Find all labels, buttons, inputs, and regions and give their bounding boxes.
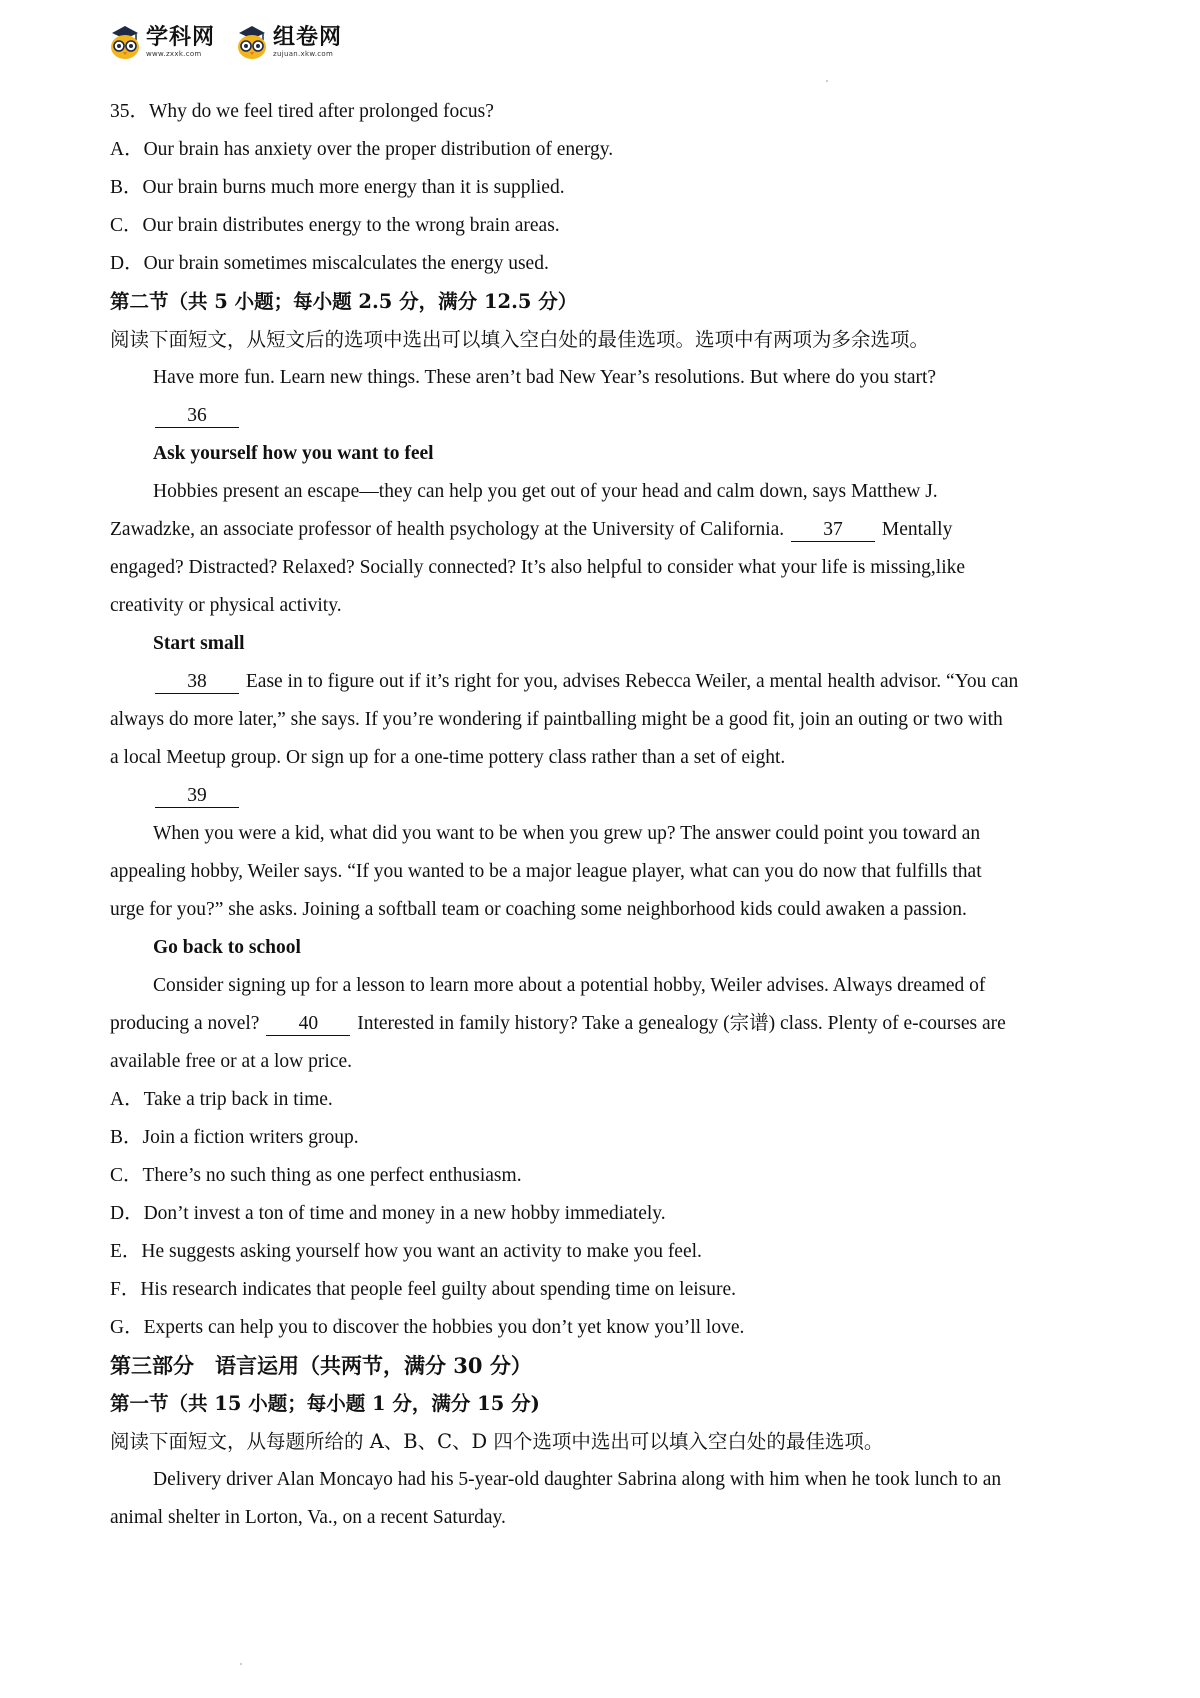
para-1-line-2 (110, 511, 1100, 549)
s2-option-d: D．Don’t invest a ton of time and money in a new hobby immediately. (110, 1203, 666, 1224)
zxxk-logo-url: www.zxxk.com (146, 49, 202, 58)
part-3-para-line-2: animal shelter in Lorton, Va., on a recent Saturday. (110, 1507, 506, 1528)
blank-36-line (110, 397, 1100, 435)
zujuan-logo-name: 组卷网 (273, 24, 343, 50)
zujuan-logo (235, 24, 342, 60)
s2-option-b: B．Join a fiction writers group. (110, 1127, 359, 1148)
document-body (110, 93, 1100, 1537)
passage-heading-2: Start small (153, 633, 245, 654)
blank-36: 36 (155, 405, 239, 428)
para-4-line-3: available free or at a low price. (110, 1051, 352, 1072)
blank-40: 40 (266, 1013, 350, 1036)
part-3-heading: 第三部分 语言运用（共两节，满分 30 分） (110, 1353, 532, 1378)
para-2-line-2: always do more later,” she says. If you’re wondering if paintballing might be a good fit, join an outing or two with (110, 709, 1003, 730)
part-3-para-line-1: Delivery driver Alan Moncayo had his 5-year-old daughter Sabrina along with him when he took lunch to an (153, 1469, 1002, 1490)
q35-option-a: A．Our brain has anxiety over the proper distribution of energy. (110, 139, 614, 160)
para-1-line-1: Hobbies present an escape—they can help you get out of your head and calm down, says Matthew J. (153, 481, 938, 502)
s2-option-e: E．He suggests asking yourself how you want an activity to make you feel. (110, 1241, 702, 1262)
blank-39: 39 (155, 785, 239, 808)
section-2-instruction: 阅读下面短文，从短文后的选项中选出可以填入空白处的最佳选项。选项中有两项为多余选项。 (110, 328, 930, 351)
para-3-line-2: appealing hobby, Weiler says. “If you wanted to be a major league player, what can you do now that fulfills that (110, 861, 982, 882)
passage-intro: Have more fun. Learn new things. These aren’t bad New Year’s resolutions. But where do you start? (153, 367, 937, 388)
section-2-heading: 第二节（共 5 小题；每小题 2.5 分，满分 12.5 分） (110, 290, 578, 313)
para-3-line-3: urge for you?” she asks. Joining a softball team or coaching some neighborhood kids could awaken a passion. (110, 899, 967, 920)
para-2-line-3: a local Meetup group. Or sign up for a one-time pottery class rather than a set of eight. (110, 747, 786, 768)
para-2-line-1-text: Ease in to figure out if it’s right for you, advises Rebecca Weiler, a mental health advisor. “You can (245, 671, 1019, 692)
para-4-line-2-text: producing a novel? (110, 1013, 260, 1034)
passage-heading-3: Go back to school (153, 937, 301, 958)
owl-mascot-icon (108, 24, 142, 60)
zxxk-logo-name: 学科网 (146, 24, 216, 50)
para-3-line-1: When you were a kid, what did you want to be when you grew up? The answer could point you toward an (153, 823, 981, 844)
para-1-line-4: creativity or physical activity. (110, 595, 342, 616)
header-logos (108, 20, 342, 64)
part-3-sub-heading: 第一节（共 15 小题；每小题 1 分，满分 15 分) (110, 1392, 540, 1415)
blank-39-line (110, 777, 1100, 815)
para-1-line-3: engaged? Distracted? Relaxed? Socially connected? It’s also helpful to consider what your life is missing,like (110, 557, 966, 578)
blank-37: 37 (791, 519, 875, 542)
para-1-line-2-text: Zawadzke, an associate professor of health psychology at the University of California. (110, 519, 785, 540)
passage-heading-1: Ask yourself how you want to feel (153, 443, 434, 464)
q35-option-d: D．Our brain sometimes miscalculates the energy used. (110, 253, 549, 274)
s2-option-c: C．There’s no such thing as one perfect enthusiasm. (110, 1165, 522, 1186)
part-3-instruction: 阅读下面短文，从每题所给的 A、B、C、D 四个选项中选出可以填入空白处的最佳选项。 (110, 1430, 884, 1453)
para-4-line-2-rest: Interested in family history? Take a genealogy (宗谱) class. Plenty of e-courses are (357, 1013, 1006, 1034)
blank-38: 38 (155, 671, 239, 694)
para-2-line-1 (110, 663, 1100, 701)
q35-option-c: C．Our brain distributes energy to the wrong brain areas. (110, 215, 560, 236)
para-1-line-2-rest: Mentally (881, 519, 953, 540)
s2-option-a: A．Take a trip back in time. (110, 1089, 333, 1110)
s2-option-g: G．Experts can help you to discover the hobbies you don’t yet know you’ll love. (110, 1317, 745, 1338)
zujuan-logo-url: zujuan.xkw.com (273, 49, 334, 58)
scan-speck (826, 80, 828, 82)
para-4-line-2 (110, 1005, 1100, 1043)
s2-option-f: F．His research indicates that people feel guilty about spending time on leisure. (110, 1279, 736, 1300)
para-4-line-1: Consider signing up for a lesson to learn more about a potential hobby, Weiler advises. Always dreamed of (153, 975, 986, 996)
owl-mascot-icon (235, 24, 269, 60)
q35-option-b: B．Our brain burns much more energy than it is supplied. (110, 177, 565, 198)
question-35-stem: 35．Why do we feel tired after prolonged focus? (110, 101, 494, 122)
zxxk-logo (108, 24, 215, 60)
scan-speck (240, 1663, 242, 1665)
